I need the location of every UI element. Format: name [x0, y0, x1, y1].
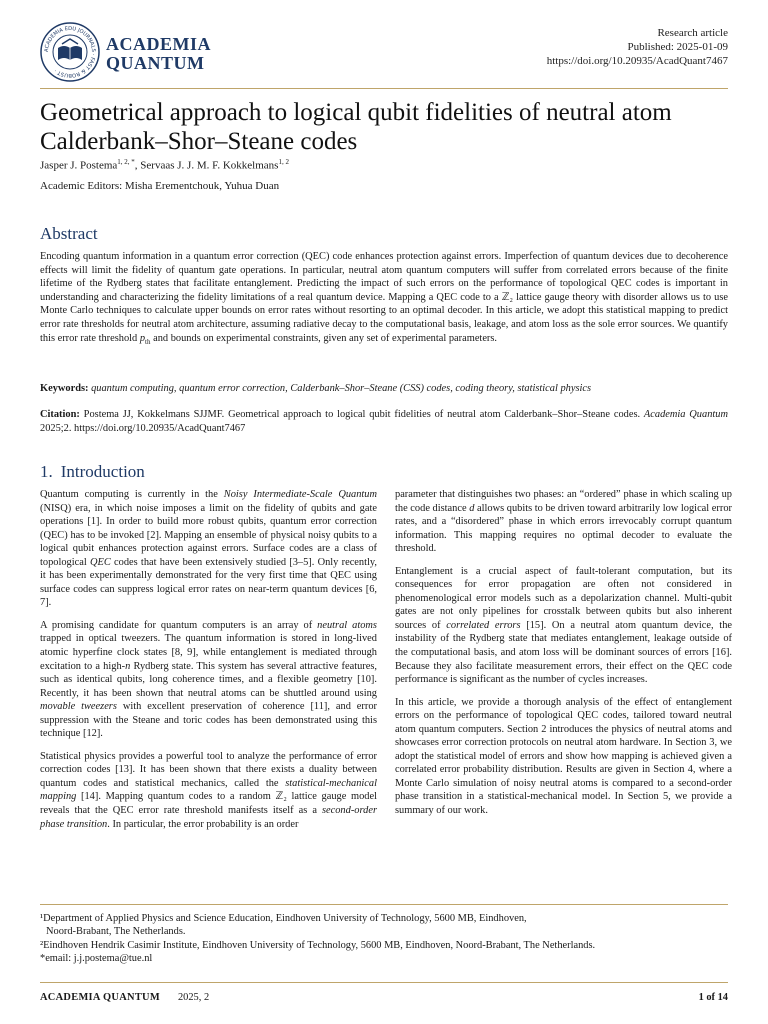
author-list: [40, 158, 289, 172]
footer-journal: ACADEMIA QUANTUM: [40, 992, 160, 1003]
academic-editors: Academic Editors: Misha Erementchouk, Yuhua Duan: [40, 180, 280, 192]
abstract-heading: Abstract: [40, 224, 98, 243]
footnotes: [40, 912, 728, 966]
author-name[interactable]: Jasper J. Postema: [40, 159, 118, 172]
citation-journal: Academia Quantum: [643, 409, 728, 420]
article-type: Research article: [657, 27, 728, 39]
published-date: Published: 2025-01-09: [627, 41, 728, 53]
author-separator: ,: [134, 159, 141, 172]
body-paragraph: A promising candidate for quantum computers is an array of neutral atoms trapped in optical tweezers. The quantum information is stored in long-lived atomic hyperfine clock states [8, 9], while entanglement is mediated through excitation to a high-n Rydberg state. This system has several attractive features, such as identical qubits, long coherence times, and a flexible geometry [10]. Recently, it has been shown that neutral atoms can be shuttled around using movable tweezers with excellent preservation of coherence [11], and error suppression with the Steane and toric codes has been demonstrated using this technique [12].: [40, 619, 377, 740]
article-page: [40, 0, 733, 1024]
introduction-heading: [40, 462, 145, 482]
footnote-affiliation-1-cont: Noord-Brabant, The Netherlands.: [46, 926, 186, 938]
body-paragraph: Statistical physics provides a powerful tool to analyze the performance of error correction codes [13]. It has been shown that there exists a duality between quantum codes and statistical mechanics, called the statistical-mechanical mapping [14]. Mapping quantum codes to a random ℤ₂ lattice gauge model reveals that the QEC error rate threshold manifests itself as a second-order phase transition. In particular, the error probability is an order: [40, 750, 377, 830]
abstract-math: p: [139, 332, 146, 344]
footnote-affiliation-1: ¹Department of Applied Physics and Science Education, Eindhoven University of Technology, 5600 MB, Eindhoven,: [40, 913, 527, 924]
keywords: [40, 382, 728, 396]
journal-seal-icon: [40, 22, 100, 82]
citation-text: Postema JJ, Kokkelmans SJJMF. Geometrical approach to logical qubit fidelities of neutral atom Calderbank–Shor–Steane codes.: [83, 409, 644, 420]
abstract-part: Encoding quantum information in a quantum error correction (QEC) code enhances protection against errors. Imperfection of quantum devices due to decoherence effects will limit the fidelity of quantum gate operations. In particular, neutral atom quantum computers will suffer from correlated errors because of the finite lifetime of the Rydberg states that facilitate entanglement. Predicting the impact of such errors on the performance of topological QEC codes is important in understanding and characterizing the fidelity limitations of a real quantum device. Mapping a QEC code to a: [40, 251, 728, 303]
body-paragraph: In this article, we provide a thorough analysis of the effect of entanglement errors on the performance of topological QEC codes, tailored toward neutral atom quantum computers. Section 2 introduces the physics of neutral atoms and showcases error correction protocols on neutral atom hardware. In Section 3, we adopt the statistical model of errors and show how mapping is achieved given a correlated error probability distribution. Results are given in Section 4, where a Monte Carlo simulation of noisy neutral atoms is compared to a second-order phase transition in a statistical-mechanical model. In Section 5, we provide a summary of our work.: [395, 696, 732, 817]
author-affiliation-sup: 1, 2: [278, 158, 289, 166]
body-column-right: [395, 488, 732, 827]
abstract-part: and bounds on experimental constraints, given any set of experimental parameters.: [150, 332, 498, 344]
citation-label: Citation:: [40, 409, 80, 420]
author-name[interactable]: Servaas J. J. M. F. Kokkelmans: [140, 159, 279, 172]
section-number: 1.: [40, 462, 53, 481]
abstract-part: lattice gauge theory with disorder allows us to use Monte Carlo techniques to calculate upper bounds on error rates without resorting to an optimal decoder. In this article, we adopt this statistical mapping to predict error rate thresholds for neutral atom architecture, assuming radiative decay to the computational basis, leakage, and atom loss as the sole error sources. We quantify this error rate threshold: [40, 291, 728, 344]
citation: [40, 408, 728, 435]
abstract-text: [40, 250, 728, 349]
keywords-text: quantum computing, quantum error correction, Calderbank–Shor–Steane (CSS) codes, coding theory, statistical physics: [91, 383, 592, 394]
header-rule: [40, 88, 728, 89]
page-count: 1 of 14: [698, 992, 728, 1003]
journal-name-line2: QUANTUM: [106, 53, 205, 73]
article-title: Geometrical approach to logical qubit fidelities of neutral atom Calderbank–Shor–Steane codes: [40, 99, 672, 155]
doi-link[interactable]: https://doi.org/10.20935/AcadQuant7467: [546, 55, 728, 67]
keywords-label: Keywords:: [40, 383, 89, 394]
body-paragraph: parameter that distinguishes two phases: an “ordered” phase in which scaling up the code distance d allows qubits to be driven toward arbitrarily low logical error rates, and a “disordered” phase in which errors irrevocably corrupt quantum information. This mapping requires no optimal decoder to evaluate the threshold.: [395, 489, 732, 555]
abstract-math-sub: th: [145, 337, 151, 346]
footer-volume: 2025, 2: [177, 992, 210, 1003]
seal-text: ACADEMIA EDU JOURNALS · FAST & ROBUST ·: [43, 25, 97, 79]
body-paragraph: Entanglement is a crucial aspect of fault-tolerant computation, but its consequences for error propagation are often not considered in phenomenological error models such as a depolarization channel. Multi-qubit gates are not only pipelines for crosstalk between qubits but also inherent sources of correlated errors [15]. On a neutral atom quantum device, the instability of the Rydberg state that mediates entanglement, leakage outside of the computational basis, and atom loss will be dominant sources of errors [16]. Because they also facilitate measurement errors, their effect on the QEC code performance is significant as the number of cycles increases.: [395, 565, 733, 686]
footer-rule: [40, 982, 728, 983]
footnote-affiliation-2: ²Eindhoven Hendrik Casimir Institute, Eindhoven University of Technology, 5600 MB, Eindhoven, Noord-Brabant, The Netherlands.: [40, 939, 596, 951]
abstract-math: ℤ₂: [501, 291, 514, 303]
section-title: Introduction: [60, 462, 145, 481]
page-footer: [40, 992, 728, 1003]
journal-name-line1: ACADEMIA: [106, 34, 211, 54]
article-meta: [547, 26, 728, 68]
body-column-left: [40, 488, 377, 840]
footnote-email[interactable]: *email: j.j.postema@tue.nl: [40, 953, 153, 965]
body-paragraph: Quantum computing is currently in the Noisy Intermediate-Scale Quantum (NISQ) era, in which noise imposes a limit on the fidelity of qubits and gate operations [1]. In order to build more robust qubits, quantum error correction (QEC) has to be invoked [2]. Mapping an ensemble of physical noisy qubits to a logical qubit enhances protection against errors. Surface codes are a class of topological QEC codes that have been extensively studied [3–5]. Only recently, it has been experimentally demonstrated for the very first time that QEC using surface codes can suppress logical error rates on near-term quantum devices [6, 7].: [40, 489, 377, 609]
author-affiliation-sup: 1, 2, *: [117, 158, 135, 166]
footnote-rule: [40, 904, 728, 905]
journal-logo[interactable]: [106, 35, 211, 73]
journal-header: [40, 14, 728, 84]
citation-text[interactable]: 2025;2. https://doi.org/10.20935/AcadQuant7467: [40, 422, 246, 434]
